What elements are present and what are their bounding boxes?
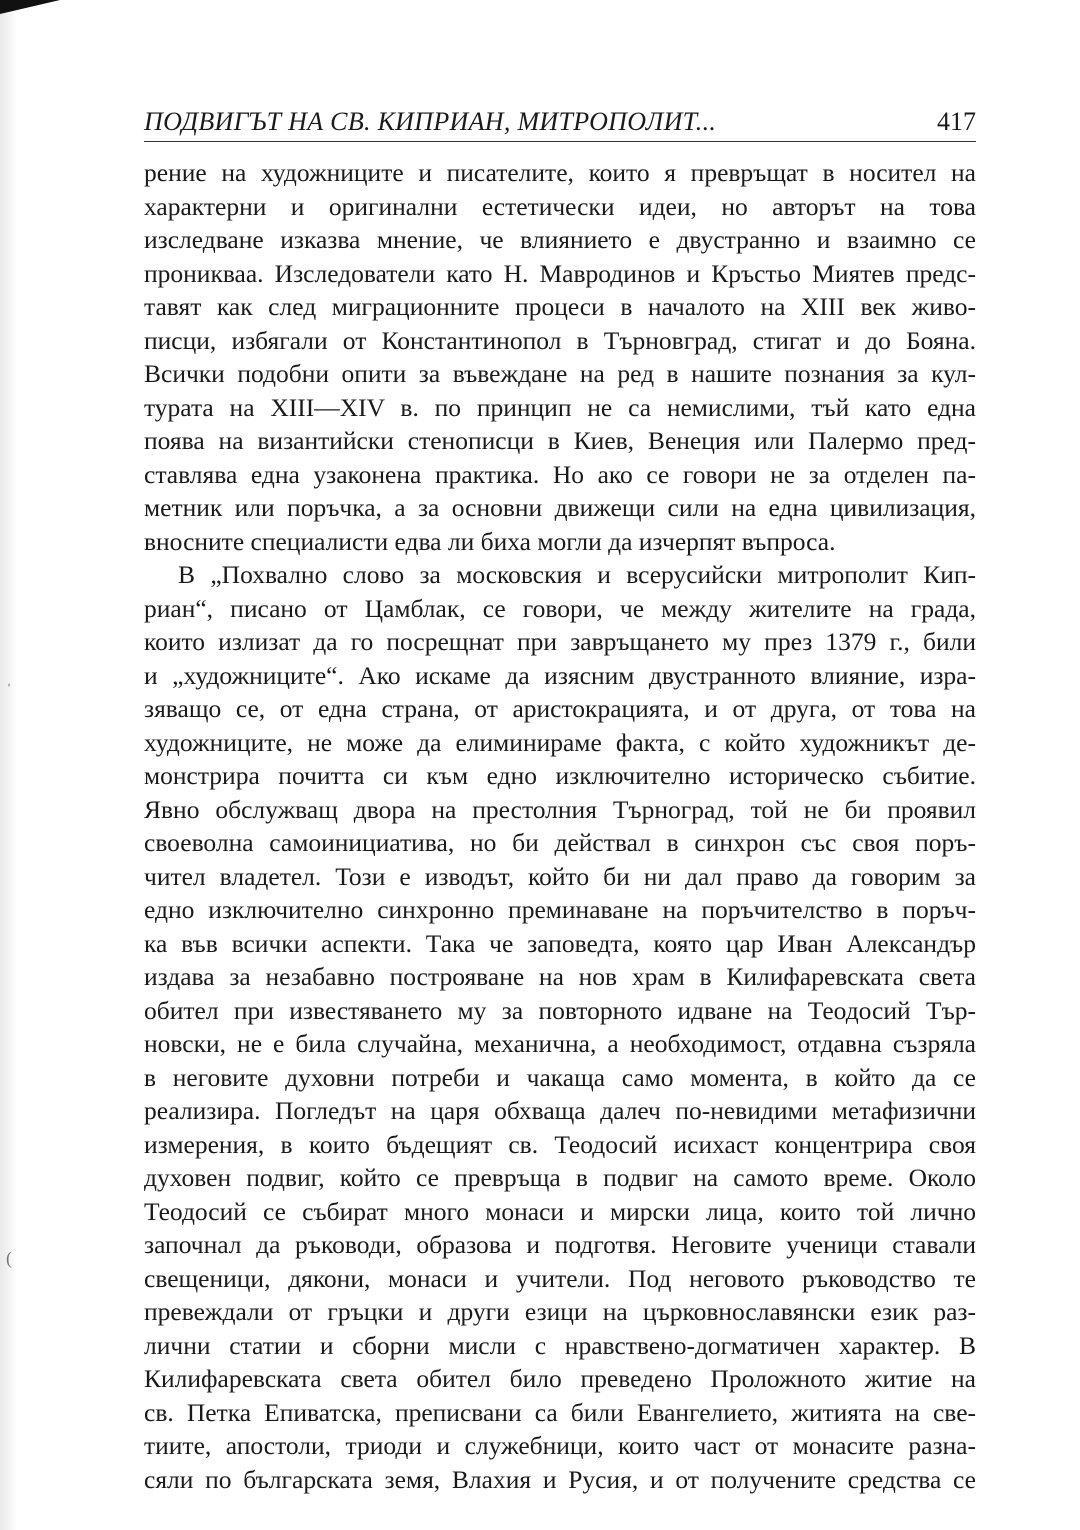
running-head [144, 98, 976, 142]
text-line: чител владетел. Този е изводът, който би ни дал право да говорим за [144, 861, 976, 891]
text-line: превеждали от гръцки и други езици на църковнославянски език раз- [144, 1297, 976, 1326]
text-line: метник или поръчка, а за основни движещи сили на една цивилизация, [144, 493, 976, 522]
text-line: лични статии и сборни мисли с нравствено-догматичен характер. В [144, 1330, 976, 1360]
text-line: измерения, в които бъдещият св. Теодосий исихаст концентрира своя [144, 1129, 976, 1159]
text-line: характерни и оригинални естетически идеи, но авторът на това [144, 191, 976, 221]
text-line: зяващо се, от една страна, от аристокрацията, и от друга, от това на [144, 694, 976, 723]
text-line: турата на XIII—XIV в. по принцип не са немислими, тъй като една [144, 392, 976, 422]
text-line: проникваа. Изследователи като Н. Мавродинов и Кръстьо Миятев предс- [144, 258, 976, 288]
scan-corner-mark [0, 0, 60, 14]
text-line: ка във всички аспекти. Така че заповедта, която цар Иван Александър [144, 928, 976, 958]
text-line: писци, избягали от Константинопол в Търновград, стигат и до Бояна. [144, 325, 976, 355]
margin-mark: ˈ [6, 680, 12, 700]
text-line: издава за незабавно построяване на нов храм в Килифаревската света [144, 962, 976, 991]
text-line: ставлява една узаконена практика. Но ако се говори не за отделен па- [144, 459, 976, 489]
body-text [144, 156, 976, 1496]
text-line: Всички подобни опити за въвеждане на ред в нашите познания за кул- [144, 359, 976, 388]
text-line: реализира. Погледът на царя обхваща далеч по-невидими метафизични [144, 1096, 976, 1125]
text-line: художниците, не може да елиминираме факта, с който художникът де- [144, 727, 976, 757]
text-line: Явно обслужващ двора на престолния Търноград, той не би проявил [144, 794, 976, 824]
text-line: тиите, апостоли, триоди и служебници, които част от монасите разна- [144, 1431, 976, 1460]
text-line: духовен подвиг, който се превръща в подвиг на самото време. Около [144, 1163, 976, 1192]
text-line: новски, не е била случайна, механична, а необходимост, отдавна съзряла [144, 1029, 976, 1058]
text-line: изследване изказва мнение, че влиянието е двустранно и взаимно се [144, 225, 976, 254]
text-line: свещеници, дякони, монаси и учители. Под неговото ръководство те [144, 1263, 976, 1293]
text-line: Теодосий се събират много монаси и мирски лица, които той лично [144, 1196, 976, 1226]
margin-mark: ( [6, 1248, 12, 1268]
text-line: св. Петка Епиватска, преписвани са били Евангелието, житията на све- [144, 1397, 976, 1427]
text-line: Килифаревската света обител било преведено Проложното житие на [144, 1364, 976, 1393]
text-line: сяли по българската земя, Влахия и Русия, и от получените средства се [144, 1464, 976, 1494]
text-line: които излизат да го посрещнат при завръщането му през 1379 г., били [144, 627, 976, 656]
text-line: вносните специалисти едва ли биха могли да изчерпят въпроса. [144, 526, 836, 556]
text-line: едно изключително синхронно преминаване на поръчителство в поръч- [144, 895, 976, 924]
text-line: монстрира почитта си към едно изключително историческо събитие. [144, 761, 976, 790]
running-title: ПОДВИГЪТ НА СВ. КИПРИАН, МИТРОПОЛИТ... [144, 107, 717, 136]
text-line: риан“, писано от Цамблак, се говори, че между жителите на града, [144, 593, 976, 623]
text-line: започнал да ръководи, образова и подготвя. Неговите ученици ставали [144, 1230, 976, 1259]
text-line: тавят как след миграционните процеси в началото на XIII век живо- [144, 292, 976, 321]
text-line: рение на художниците и писателите, които я превръщат в носител на [144, 158, 976, 187]
scan-gutter-shadow [0, 0, 18, 1530]
page-number: 417 [937, 107, 976, 136]
text-line: обител при известяването му за повторното идване на Теодосий Тър- [144, 995, 976, 1025]
text-line: и „художниците“. Ако искаме да изясним двустранното влияние, изра- [144, 660, 976, 690]
text-line: поява на византийски стенописци в Киев, Венеция или Палермо пред- [144, 426, 976, 455]
text-line: В „Похвално слово за московския и всерусийски митрополит Кип- [178, 560, 976, 589]
text-line: в неговите духовни потреби и чакаща само момента, в който да се [144, 1062, 976, 1092]
text-line: своеволна самоинициатива, но би действал в синхрон със своя поръ- [144, 828, 976, 857]
